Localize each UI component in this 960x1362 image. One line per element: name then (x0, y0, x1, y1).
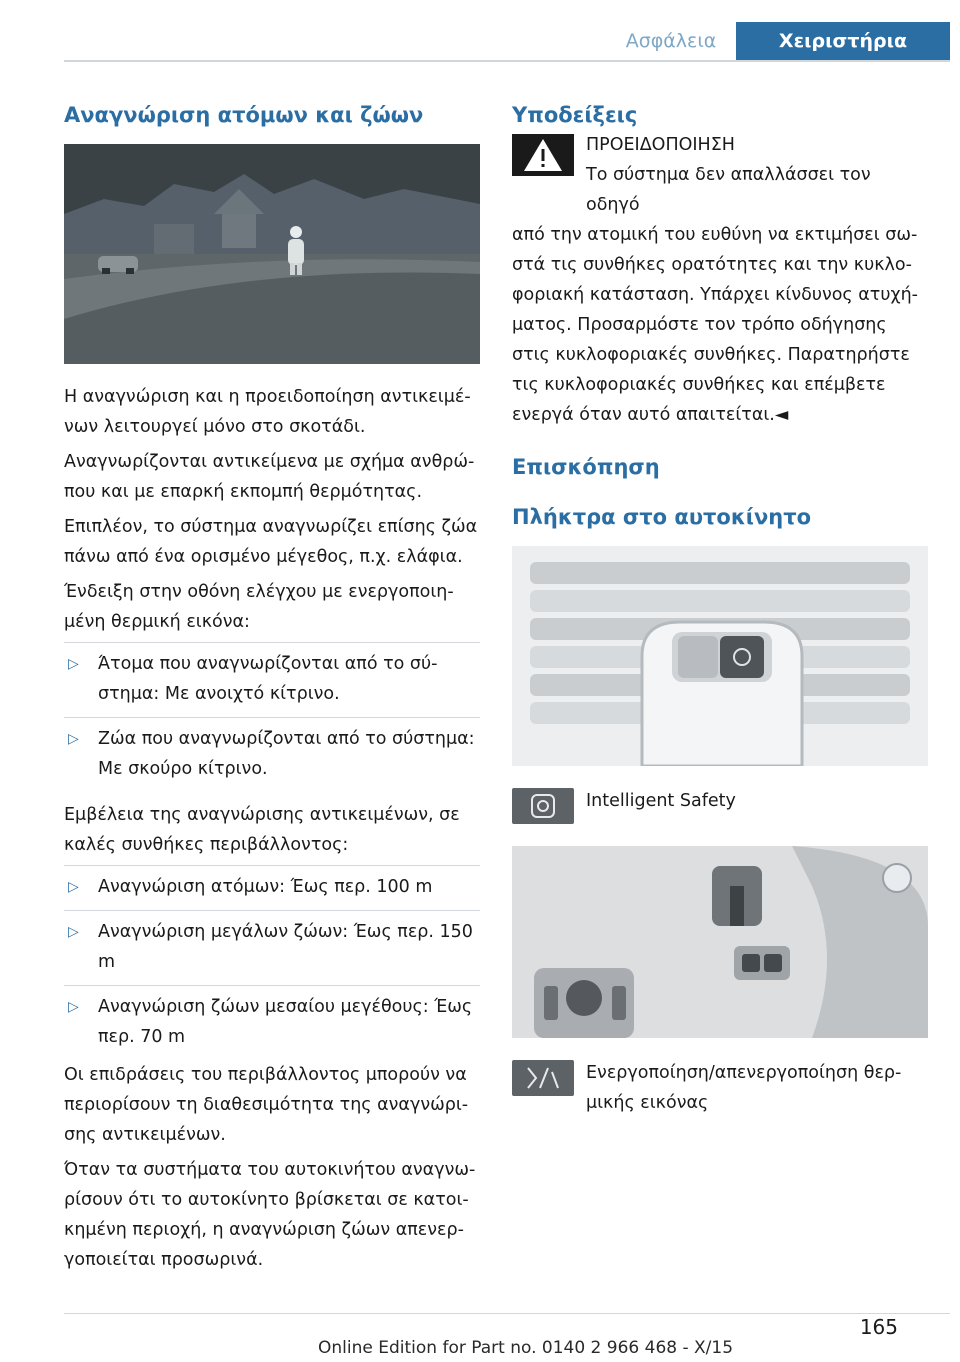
list-item: ▷ Αναγνώριση ζώων μεσαίου μεγέθους: Έως περ. 70 m (64, 985, 480, 1060)
warning-body: από την ατομική του ευθύνη να εκτιμήσει σω-στά τις συνθήκες ορατότητες και την κυκλο-φοριακή κατάσταση. Υπάρχει κίνδυνος ατυχή-ματος. Προσαρμόστε τον τρόπο οδήγησης στις κυκλοφοριακές συνθήκες. Παρατηρήστε τις κυκλοφοριακές συνθήκες και επέμβετε ενεργά όταν αυτό απαιτείται.◄ (512, 225, 918, 425)
list-item: ▷ Άτομα που αναγνωρίζονται από το σύ-στημα: Με ανοιχτό κίτρινο. (64, 642, 480, 717)
list-item: ▷ Αναγνώριση μεγάλων ζώων: Έως περ. 150 m (64, 910, 480, 985)
footer-rule (64, 1313, 950, 1314)
thermal-image-label: Ενεργοποίηση/απενεργοποίηση θερ-μικής εικόνας (586, 1063, 902, 1113)
paragraph-human-shape: Αναγνωρίζονται αντικείμενα με σχήμα ανθρώ-που και με επαρκή εκπομπή θερμότητας. (64, 452, 475, 502)
header-rule (64, 60, 950, 62)
triangle-bullet-icon: ▷ (68, 924, 79, 940)
bullet-list-colors (64, 642, 480, 792)
triangle-bullet-icon: ▷ (68, 731, 79, 747)
warning-title: ΠΡΟΕΙΔΟΠΟΙΗΣΗ (586, 135, 735, 155)
tab-controls[interactable]: Χειριστήρια (736, 22, 950, 60)
triangle-bullet-icon: ▷ (68, 656, 79, 672)
intelligent-safety-label: Intelligent Safety (586, 791, 736, 811)
bullet-list-ranges (64, 865, 480, 1060)
subheading-vehicle-buttons: Πλήκτρα στο αυτοκίνητο (512, 505, 812, 529)
section-heading-notes: Υποδείξεις (512, 103, 638, 127)
paragraph-environment: Οι επιδράσεις του περιβάλλοντος μπορούν να περιορίσουν τη διαθεσιμότητα της αναγνώρι-σης αντικειμένων. (64, 1065, 469, 1145)
edition-note: Online Edition for Part no. 0140 2 966 468 - X/15 (318, 1338, 734, 1358)
warning-block (512, 130, 928, 220)
thermal-image-photo (64, 144, 480, 364)
triangle-bullet-icon: ▷ (68, 879, 79, 895)
warning-triangle-icon (512, 134, 574, 176)
triangle-bullet-icon: ▷ (68, 999, 79, 1015)
warning-first-line: Το σύστημα δεν απαλλάσσει τον οδηγό (586, 165, 871, 215)
section-heading-recognition: Αναγνώριση ατόμων και ζώων (64, 103, 424, 127)
left-column (64, 100, 480, 1275)
paragraph-display-indication: Ένδειξη στην οθόνη ελέγχου με ενεργοποιη-μένη θερμική εικόνα: (64, 582, 454, 632)
thermal-camera-icon (512, 1060, 574, 1096)
front-grille-photo (512, 546, 928, 766)
paragraph-darkness-only: Η αναγνώριση και η προειδοποίηση αντικειμέ-νων λειτουργεί μόνο στο σκοτάδι. (64, 387, 471, 437)
paragraph-residential-area: Όταν τα συστήματα του αυτοκινήτου αναγνω-ρίσουν ότι το αυτοκίνητο βρίσκεται σε κατοι-κημένη περιοχή, η αναγνώριση ζώων απενερ-γοποιείται προσωρινά. (64, 1160, 476, 1270)
section-heading-overview: Επισκόπηση (512, 455, 660, 479)
right-column (512, 100, 928, 1118)
list-item: ▷ Ζώα που αναγνωρίζονται από το σύστημα: Με σκούρο κίτρινο. (64, 717, 480, 792)
intelligent-safety-icon (512, 788, 574, 824)
tab-safety[interactable]: Ασφάλεια (625, 30, 717, 52)
page-number: 165 (859, 1315, 898, 1339)
paragraph-animals: Επιπλέον, το σύστημα αναγνωρίζει επίσης ζώα πάνω από ένα ορισμένο μέγεθος, π.χ. ελάφια. (64, 517, 478, 567)
list-item: ▷ Αναγνώριση ατόμων: Έως περ. 100 m (64, 865, 480, 910)
thermal-scene-illustration (64, 144, 480, 364)
intelligent-safety-row (512, 786, 928, 826)
paragraph-range: Εμβέλεια της αναγνώρισης αντικειμένων, σε καλές συνθήκες περιβάλλοντος: (64, 805, 460, 855)
dashboard-switches-photo (512, 846, 928, 1038)
thermal-image-row (512, 1058, 928, 1118)
